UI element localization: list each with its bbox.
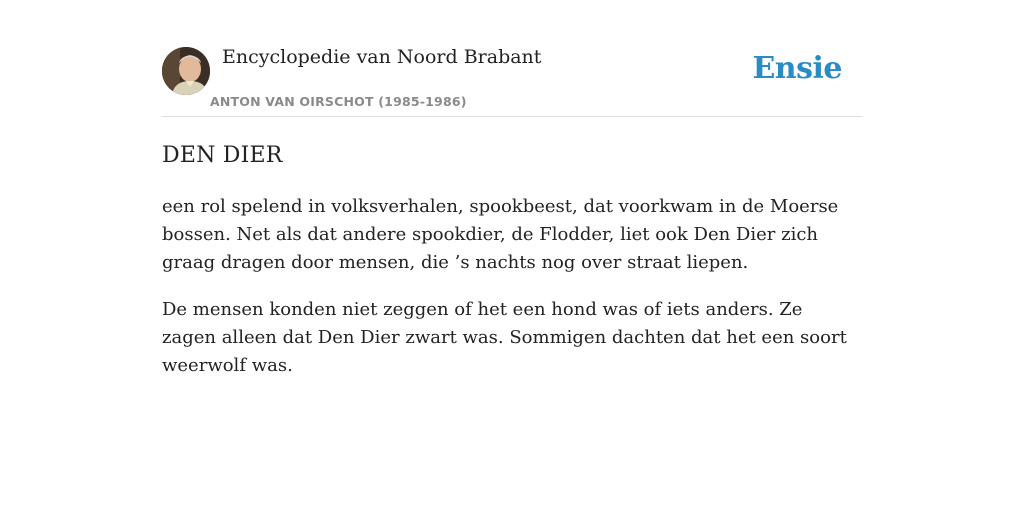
ensie-logo[interactable]: Ensie	[752, 51, 842, 86]
author-portrait-icon	[162, 47, 210, 95]
entry-paragraph: een rol spelend in volksverhalen, spookbeest, dat voorkwam in de Moerse bossen. Net als dat andere spookdier, de Flodder, liet ook Den Dier zich graag dragen door mensen, die ’s nachts nog over straat liepen.	[162, 196, 839, 273]
author-avatar[interactable]	[162, 47, 210, 95]
encyclopedia-title-link[interactable]: Encyclopedie van Noord Brabant	[222, 46, 542, 68]
entry-paragraph: De mensen konden niet zeggen of het een hond was of iets anders. Ze zagen alleen dat Den Dier zwart was. Sommigen dachten dat het een soort weerwolf was.	[162, 299, 847, 376]
entry-title: DEN DIER	[162, 143, 283, 168]
entry-header	[162, 0, 862, 117]
content-container	[162, 0, 862, 380]
author-name[interactable]: ANTON VAN OIRSCHOT (1985-1986)	[210, 94, 467, 109]
